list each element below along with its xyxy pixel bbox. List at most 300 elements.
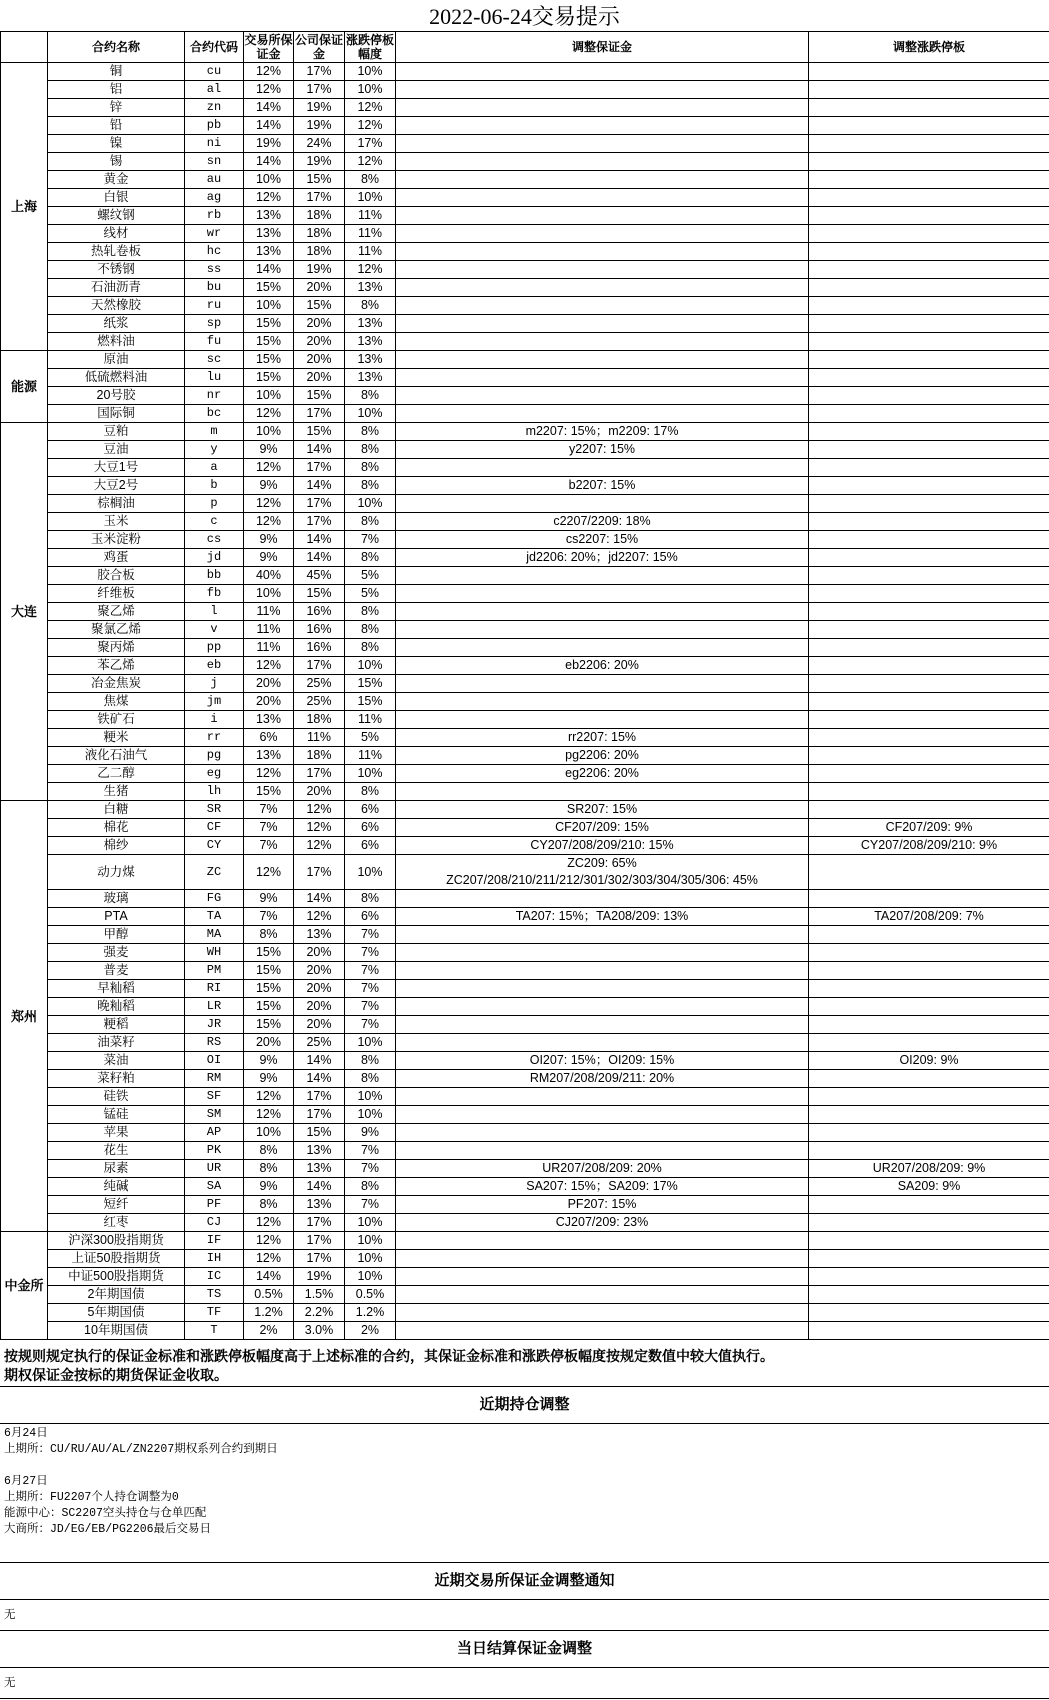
header-adjusted-margin: 调整保证金 [396,32,809,63]
exchange-margin: 9% [244,1052,294,1070]
adjusted-limit [809,783,1049,801]
adjusted-limit [809,1214,1049,1232]
contract-code: hc [185,243,244,261]
exchange-margin: 12% [244,495,294,513]
price-limit: 10% [345,1268,396,1286]
company-margin: 17% [294,63,345,81]
price-limit: 8% [345,477,396,495]
price-limit: 7% [345,980,396,998]
contract-code: au [185,171,244,189]
contract-name: 低硫燃料油 [48,369,185,387]
adjusted-limit [809,135,1049,153]
exchange-margin: 9% [244,477,294,495]
contract-code: ss [185,261,244,279]
recent-position-line: 上期所：FU2207个人持仓调整为0 [4,1491,179,1504]
table-body [1,63,1049,1340]
adjusted-limit [809,1196,1049,1214]
exchange-margin: 12% [244,1232,294,1250]
adjusted-limit [809,890,1049,908]
table-row [1,1124,1049,1142]
company-margin: 20% [294,783,345,801]
adjusted-limit [809,387,1049,405]
adjusted-limit [809,207,1049,225]
adjusted-margin-line: ZC207/208/210/211/212/301/302/303/304/305/306: 45% [446,873,758,887]
company-margin: 18% [294,225,345,243]
adjusted-margin [396,243,809,261]
price-limit: 1.2% [345,1304,396,1322]
contract-name: 热轧卷板 [48,243,185,261]
table-header [1,32,1049,63]
price-limit: 10% [345,63,396,81]
contract-code: lh [185,783,244,801]
company-margin: 18% [294,747,345,765]
adjusted-margin [396,1250,809,1268]
contract-code: fu [185,333,244,351]
company-margin: 13% [294,926,345,944]
price-limit: 8% [345,783,396,801]
header-exchange [1,32,48,63]
exchange-margin: 9% [244,441,294,459]
company-margin: 14% [294,1052,345,1070]
exchange-margin: 12% [244,1250,294,1268]
adjusted-margin: RM207/208/209/211: 20% [396,1070,809,1088]
adjusted-limit [809,117,1049,135]
adjusted-margin [396,567,809,585]
adjusted-limit [809,711,1049,729]
adjusted-limit [809,81,1049,99]
adjusted-margin [396,207,809,225]
adjusted-margin [396,1322,809,1340]
contract-code: SM [185,1106,244,1124]
adjusted-margin: CF207/209: 15% [396,819,809,837]
contract-name: 棕榈油 [48,495,185,513]
adjusted-margin [396,117,809,135]
contract-code: al [185,81,244,99]
company-margin: 17% [294,495,345,513]
company-margin: 14% [294,1070,345,1088]
adjusted-margin: jd2206: 20%；jd2207: 15% [396,549,809,567]
adjusted-limit [809,441,1049,459]
price-limit: 8% [345,1178,396,1196]
company-margin: 19% [294,153,345,171]
adjusted-margin [396,1286,809,1304]
company-margin: 14% [294,441,345,459]
contract-name: 玉米 [48,513,185,531]
contract-name: 普麦 [48,962,185,980]
contract-name: 中证500股指期货 [48,1268,185,1286]
exchange-margin: 11% [244,639,294,657]
company-margin: 15% [294,585,345,603]
contract-code: RS [185,1034,244,1052]
price-limit: 11% [345,207,396,225]
adjusted-limit [809,297,1049,315]
table-row [1,962,1049,980]
adjusted-margin [396,99,809,117]
adjusted-limit [809,1322,1049,1340]
adjusted-limit [809,513,1049,531]
table-row [1,225,1049,243]
table-row [1,1052,1049,1070]
contract-name: 铜 [48,63,185,81]
contract-code: y [185,441,244,459]
contract-code: rb [185,207,244,225]
contract-name: 2年期国债 [48,1286,185,1304]
exchange-margin: 15% [244,279,294,297]
adjusted-limit [809,729,1049,747]
adjusted-margin: UR207/208/209: 20% [396,1160,809,1178]
price-limit: 10% [345,81,396,99]
company-margin: 20% [294,315,345,333]
contract-name: 油菜籽 [48,1034,185,1052]
adjusted-margin [396,387,809,405]
company-margin: 17% [294,765,345,783]
contract-name: 螺纹钢 [48,207,185,225]
exchange-margin: 12% [244,81,294,99]
contract-name: 硅铁 [48,1088,185,1106]
contract-name: 苯乙烯 [48,657,185,675]
adjusted-margin [396,1124,809,1142]
adjusted-margin: y2207: 15% [396,441,809,459]
price-limit: 8% [345,621,396,639]
price-limit: 10% [345,405,396,423]
table-row [1,1106,1049,1124]
company-margin: 20% [294,998,345,1016]
contract-code: T [185,1322,244,1340]
exchange-margin: 1.2% [244,1304,294,1322]
adjusted-margin [396,621,809,639]
adjusted-limit [809,585,1049,603]
price-limit: 13% [345,351,396,369]
price-limit: 12% [345,153,396,171]
adjusted-limit [809,171,1049,189]
company-margin: 19% [294,1268,345,1286]
contract-code: pb [185,117,244,135]
recent-position-line: 大商所：JD/EG/EB/PG2206最后交易日 [4,1523,212,1536]
adjusted-limit [809,567,1049,585]
company-margin: 13% [294,1142,345,1160]
contract-name: 聚氯乙烯 [48,621,185,639]
adjusted-limit [809,675,1049,693]
table-row [1,1088,1049,1106]
company-margin: 12% [294,908,345,926]
contract-name: 粳稻 [48,1016,185,1034]
exchange-margin: 13% [244,711,294,729]
margin-table [0,31,1049,1340]
adjusted-limit [809,1070,1049,1088]
adjusted-limit [809,639,1049,657]
exchange-margin: 12% [244,1214,294,1232]
contract-name: 红枣 [48,1214,185,1232]
adjusted-limit [809,351,1049,369]
contract-name: 豆油 [48,441,185,459]
contract-code: i [185,711,244,729]
adjusted-margin [396,890,809,908]
contract-name: 铝 [48,81,185,99]
price-limit: 12% [345,99,396,117]
contract-name: 纸浆 [48,315,185,333]
contract-name: 菜籽粕 [48,1070,185,1088]
table-row [1,1016,1049,1034]
price-limit: 8% [345,890,396,908]
contract-code: IC [185,1268,244,1286]
settlement-body: 无 [0,1668,1049,1699]
adjusted-limit [809,1268,1049,1286]
table-row [1,926,1049,944]
company-margin: 12% [294,801,345,819]
company-margin: 17% [294,405,345,423]
exchange-margin: 12% [244,765,294,783]
contract-name: 乙二醇 [48,765,185,783]
adjusted-margin: m2207: 15%；m2209: 17% [396,423,809,441]
price-limit: 10% [345,657,396,675]
recent-position-line: 6月24日 [4,1427,48,1440]
header-code: 合约代码 [185,32,244,63]
adjusted-margin [396,369,809,387]
company-margin: 2.2% [294,1304,345,1322]
company-margin: 14% [294,1178,345,1196]
adjusted-margin [396,1232,809,1250]
adjusted-limit [809,1016,1049,1034]
adjusted-limit [809,980,1049,998]
table-row [1,783,1049,801]
price-limit: 10% [345,1214,396,1232]
exchange-cell: 上海 [1,63,48,351]
contract-name: 鸡蛋 [48,549,185,567]
contract-name: 聚乙烯 [48,603,185,621]
contract-name: 甲醇 [48,926,185,944]
company-margin: 19% [294,99,345,117]
company-margin: 16% [294,621,345,639]
company-margin: 19% [294,261,345,279]
contract-code: wr [185,225,244,243]
adjusted-margin [396,944,809,962]
contract-name: 玻璃 [48,890,185,908]
exchange-margin: 14% [244,99,294,117]
contract-code: jm [185,693,244,711]
table-row [1,1214,1049,1232]
exchange-margin: 12% [244,459,294,477]
table-row [1,243,1049,261]
exchange-margin: 9% [244,1070,294,1088]
adjusted-limit [809,225,1049,243]
adjusted-margin [396,333,809,351]
price-limit: 15% [345,693,396,711]
price-limit: 8% [345,513,396,531]
adjusted-margin [396,1088,809,1106]
adjusted-limit [809,1034,1049,1052]
contract-name: 白银 [48,189,185,207]
company-margin: 17% [294,855,345,890]
contract-code: rr [185,729,244,747]
contract-name: 不锈钢 [48,261,185,279]
company-margin: 20% [294,1016,345,1034]
price-limit: 8% [345,639,396,657]
company-margin: 15% [294,387,345,405]
table-row [1,603,1049,621]
contract-code: cs [185,531,244,549]
contract-code: a [185,459,244,477]
contract-name: 液化石油气 [48,747,185,765]
contract-name: 动力煤 [48,855,185,890]
company-margin: 20% [294,279,345,297]
table-row [1,675,1049,693]
table-row [1,477,1049,495]
contract-name: 棉花 [48,819,185,837]
adjusted-limit: CY207/208/209/210: 9% [809,837,1049,855]
exchange-margin: 15% [244,315,294,333]
contract-code: l [185,603,244,621]
adjusted-margin [396,585,809,603]
contract-name: 胶合板 [48,567,185,585]
adjusted-margin [396,603,809,621]
price-limit: 10% [345,1088,396,1106]
company-margin: 16% [294,603,345,621]
adjusted-margin [396,1142,809,1160]
table-row [1,1178,1049,1196]
company-margin: 20% [294,962,345,980]
adjusted-margin: CY207/208/209/210: 15% [396,837,809,855]
adjusted-margin [396,261,809,279]
table-row [1,333,1049,351]
exchange-margin: 7% [244,801,294,819]
adjusted-margin [396,153,809,171]
company-margin: 18% [294,207,345,225]
contract-code: eg [185,765,244,783]
adjusted-margin [396,81,809,99]
exchange-margin: 9% [244,531,294,549]
contract-code: m [185,423,244,441]
contract-name: PTA [48,908,185,926]
price-limit: 8% [345,603,396,621]
contract-name: 5年期国债 [48,1304,185,1322]
exchange-margin: 7% [244,908,294,926]
company-margin: 25% [294,1034,345,1052]
table-row [1,855,1049,890]
exchange-margin: 13% [244,225,294,243]
table-row [1,747,1049,765]
price-limit: 10% [345,765,396,783]
contract-name: 原油 [48,351,185,369]
adjusted-limit [809,603,1049,621]
adjusted-margin [396,711,809,729]
price-limit: 10% [345,495,396,513]
contract-code: v [185,621,244,639]
contract-name: 生猪 [48,783,185,801]
contract-code: sp [185,315,244,333]
table-row [1,405,1049,423]
adjusted-limit [809,459,1049,477]
company-margin: 14% [294,549,345,567]
adjusted-limit: CF207/209: 9% [809,819,1049,837]
recent-position-line: 能源中心：SC2207空头持仓与仓单匹配 [4,1507,207,1520]
table-row [1,99,1049,117]
exchange-margin: 8% [244,1196,294,1214]
exchange-margin: 6% [244,729,294,747]
price-limit: 7% [345,1016,396,1034]
company-margin: 20% [294,369,345,387]
exchange-margin: 15% [244,998,294,1016]
table-row [1,1304,1049,1322]
price-limit: 13% [345,279,396,297]
table-row [1,117,1049,135]
adjusted-margin: eg2206: 20% [396,765,809,783]
price-limit: 8% [345,1070,396,1088]
table-row [1,1142,1049,1160]
contract-code: IF [185,1232,244,1250]
exchange-margin: 15% [244,980,294,998]
adjusted-limit [809,944,1049,962]
rule-notes [0,1341,1049,1387]
contract-name: 纤维板 [48,585,185,603]
price-limit: 7% [345,531,396,549]
price-limit: 9% [345,1124,396,1142]
adjusted-margin: b2207: 15% [396,477,809,495]
contract-code: zn [185,99,244,117]
exchange-cell: 能源 [1,351,48,423]
exchange-notice-body: 无 [0,1600,1049,1631]
contract-name: 早籼稻 [48,980,185,998]
adjusted-margin [396,297,809,315]
price-limit: 10% [345,1034,396,1052]
company-margin: 25% [294,693,345,711]
table-row [1,1034,1049,1052]
company-margin: 18% [294,243,345,261]
contract-code: j [185,675,244,693]
contract-code: FG [185,890,244,908]
company-margin: 17% [294,1250,345,1268]
exchange-cell: 郑州 [1,801,48,1232]
recent-position-line: 上期所：CU/RU/AU/AL/ZN2207期权系列合约到期日 [4,1443,278,1456]
exchange-margin: 20% [244,675,294,693]
company-margin: 12% [294,819,345,837]
contract-code: IH [185,1250,244,1268]
price-limit: 7% [345,1196,396,1214]
table-row [1,207,1049,225]
exchange-margin: 14% [244,1268,294,1286]
company-margin: 20% [294,980,345,998]
adjusted-margin [396,63,809,81]
company-margin: 20% [294,944,345,962]
adjusted-margin [396,998,809,1016]
adjusted-limit [809,1250,1049,1268]
recent-position-line [4,1458,1049,1474]
price-limit: 10% [345,855,396,890]
company-margin: 17% [294,1232,345,1250]
adjusted-margin: c2207/2209: 18% [396,513,809,531]
table-row [1,135,1049,153]
exchange-margin: 15% [244,333,294,351]
table-row [1,315,1049,333]
table-row [1,1070,1049,1088]
exchange-margin: 8% [244,1160,294,1178]
price-limit: 13% [345,315,396,333]
price-limit: 11% [345,225,396,243]
exchange-margin: 15% [244,351,294,369]
table-row [1,171,1049,189]
adjusted-limit [809,315,1049,333]
table-row [1,585,1049,603]
contract-name: 铁矿石 [48,711,185,729]
table-row [1,531,1049,549]
adjusted-limit [809,621,1049,639]
table-row [1,1268,1049,1286]
table-row [1,387,1049,405]
company-margin: 20% [294,333,345,351]
adjusted-limit [809,423,1049,441]
table-row [1,711,1049,729]
exchange-margin: 20% [244,1034,294,1052]
contract-name: 白糖 [48,801,185,819]
